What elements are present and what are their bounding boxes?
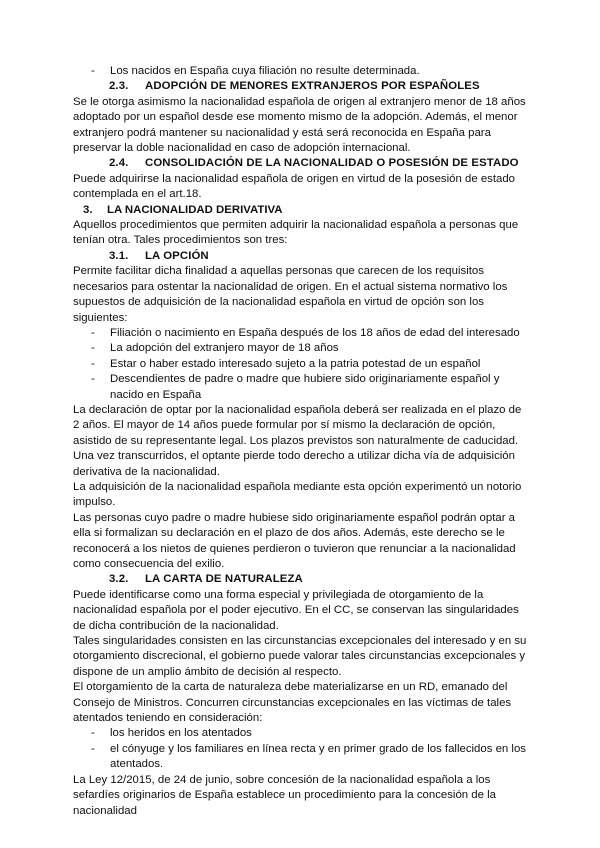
section-title: CONSOLIDACIÓN DE LA NACIONALIDAD O POSESIÓN DE ESTADO — [145, 157, 519, 170]
paragraph: La adquisición de la nacionalidad española mediante esta opción experimentó un notorio impulso. — [73, 480, 522, 509]
section-heading-2-4 — [73, 156, 528, 171]
list-item — [73, 326, 528, 341]
list-item — [73, 357, 528, 372]
list-item-text: La adopción del extranjero mayor de 18 años — [110, 342, 339, 355]
paragraph: Puede identificarse como una forma especial y privilegiada de otorgamiento de la nacionalidad española por el poder ejecutivo. En el CC, se conservan las singularidades de dicha contribución de la nacionalidad. — [73, 588, 519, 632]
section-title: ADOPCIÓN DE MENORES EXTRANJEROS POR ESPAÑOLES — [145, 80, 480, 93]
bullet-dash: - — [91, 357, 95, 370]
paragraph: La Ley 12/2015, de 24 de junio, sobre concesión de la nacionalidad española a los sefardíes originarios de España establece un procedimiento para la concesión de la nacionalidad — [73, 773, 496, 817]
paragraph: La declaración de optar por la nacionalidad española deberá ser realizada en el plazo de 2 años. El mayor de 14 años puede formular por sí mismo la declaración de opción, asistido de su representante legal. Los plazos previstos son naturalmente de caducidad. Una vez transcurridos, el optante pierde todo derecho a utilizar dicha vía de adquisición derivativa de la nacionalidad. — [73, 403, 522, 478]
list-item — [73, 726, 528, 741]
list-item — [73, 742, 528, 773]
paragraph: Aquellos procedimientos que permiten adquirir la nacionalidad española a personas que tenían otra. Tales procedimientos son tres: — [73, 219, 519, 247]
list-item-text: Descendientes de padre o madre que hubiere sido originariamente español y nacido en España — [110, 373, 500, 401]
section-number: 2.3. — [109, 80, 129, 93]
section-heading-2-3 — [73, 79, 528, 94]
section-number: 3.2. — [109, 573, 129, 586]
section-heading-3-2 — [73, 572, 528, 587]
paragraph: El otorgamiento de la carta de naturaleza debe materializarse en un RD, emanado del Consejo de Ministros. Concurren circunstancias excepcionales en las víctimas de tales atentados teniendo en consideración: — [73, 681, 512, 725]
bullet-dash: - — [91, 342, 95, 355]
bullet-dash: - — [91, 727, 95, 740]
section-number: 3. — [83, 203, 93, 216]
paragraph: Se le otorga asimismo la nacionalidad española de origen al extranjero menor de 18 años adoptado por un español desde ese momento mismo de la adopción. Además, el menor extranjero podrá mantener su nacionalidad y está será reconocida en España para preservar la doble nacionalidad en caso de adopción internacional. — [73, 95, 526, 155]
bullet-dash: - — [91, 373, 95, 386]
paragraph: Las personas cuyo padre o madre hubiese sido originariamente español podrán optar a ella si formalizan su declaración en el plazo de dos años. Además, este derecho se le reconocerá a los nietos de quienes perdieron o tuvieron que renunciar a la nacionalidad como consecuencia del exilio. — [73, 511, 516, 570]
paragraph: Tales singularidades consisten en las circunstancias excepcionales del interesado y en su otorgamiento discrecional, el gobierno puede valorar tales circunstancias excepcionales y dispone de un amplio ámbito de decisión al respecto. — [73, 635, 527, 678]
section-title: LA OPCIÓN — [145, 249, 209, 262]
bullet-dash: - — [91, 65, 95, 77]
list-item — [73, 372, 528, 403]
section-number: 3.1. — [109, 249, 129, 262]
section-number: 2.4. — [109, 157, 129, 170]
list-item-text: Los nacidos en España cuya filiación no resulte determinada. — [110, 65, 420, 77]
list-item — [73, 341, 528, 356]
list-item — [73, 64, 528, 79]
section-title: LA CARTA DE NATURALEZA — [145, 573, 303, 586]
paragraph: Puede adquirirse la nacionalidad española de origen en virtud de la posesión de estado contemplada en el art.18. — [73, 172, 516, 201]
list-item-text: Filiación o nacimiento en España después de los 18 años de edad del interesado — [110, 326, 520, 339]
bullet-dash: - — [91, 742, 95, 755]
list-item-text: Estar o haber estado interesado sujeto a la patria potestad de un español — [110, 357, 481, 370]
bullet-dash: - — [91, 326, 95, 339]
paragraph: Permite facilitar dicha finalidad a aquellas personas que carecen de los requisitos necesarios para ostentar la nacionalidad de origen. En el actual sistema normativo los supuestos de adquisición de la nacionalidad española en virtud de opción son los siguientes: — [73, 265, 508, 324]
section-heading-3 — [73, 203, 528, 218]
list-item-text: los heridos en los atentados — [110, 727, 252, 740]
section-heading-3-1 — [73, 249, 528, 264]
list-item-text: el cónyuge y los familiares en línea recta y en primer grado de los fallecidos en los atentados. — [110, 742, 526, 771]
section-title: LA NACIONALIDAD DERIVATIVA — [107, 203, 283, 216]
